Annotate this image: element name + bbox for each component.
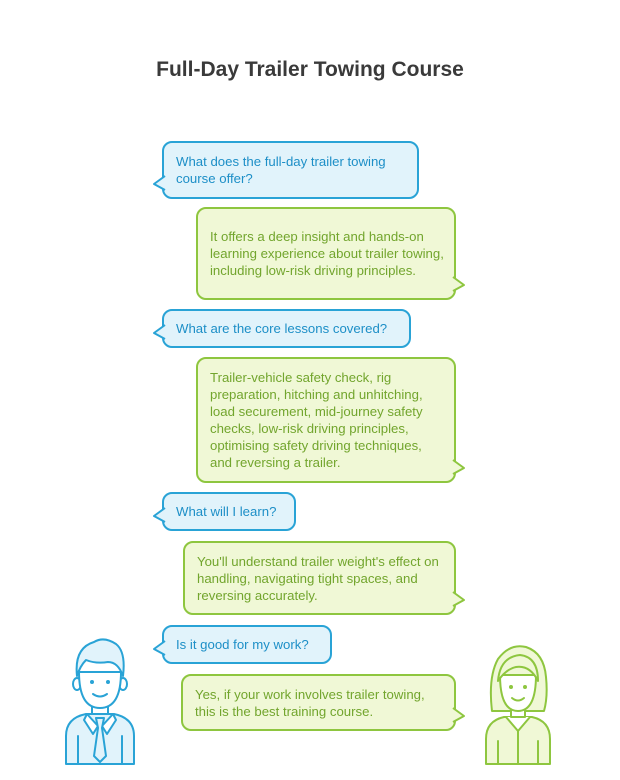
woman-icon bbox=[478, 637, 558, 767]
answer-bubble bbox=[181, 674, 456, 731]
question-bubble bbox=[162, 309, 411, 348]
speech-tail-icon bbox=[452, 707, 466, 723]
speech-tail-icon bbox=[452, 276, 466, 292]
speech-tail-icon bbox=[152, 507, 166, 523]
answer-text: Yes, if your work involves trailer towing, this is the best training course. bbox=[195, 686, 425, 719]
answer-text: You'll understand trailer weight's effect on handling, navigating tight spaces, and reversing accurately. bbox=[197, 553, 439, 603]
question-bubble bbox=[162, 141, 419, 199]
question-bubble bbox=[162, 492, 296, 531]
speech-tail-icon bbox=[152, 175, 166, 191]
speech-tail-icon bbox=[152, 324, 166, 340]
answer-text: Trailer-vehicle safety check, rig preparation, hitching and unhitching, load securement, mid-journey safety checks, low-risk driving principles, optimising safety driving techniques, and reversing a trailer. bbox=[210, 370, 423, 470]
question-text: What are the core lessons covered? bbox=[176, 321, 388, 336]
speech-tail-icon bbox=[152, 640, 166, 656]
question-text: What will I learn? bbox=[176, 504, 277, 519]
man-with-tie-icon bbox=[60, 632, 140, 767]
question-text: What does the full-day trailer towing course offer? bbox=[176, 154, 386, 186]
answer-bubble bbox=[183, 541, 456, 615]
answer-bubble bbox=[196, 207, 456, 300]
speech-tail-icon bbox=[452, 591, 466, 607]
speech-tail-icon bbox=[452, 459, 466, 475]
question-text: Is it good for my work? bbox=[176, 637, 309, 652]
answer-text: It offers a deep insight and hands-on learning experience about trailer towing, including low-risk driving principles. bbox=[210, 229, 444, 278]
answer-bubble bbox=[196, 357, 456, 483]
page-title: Full-Day Trailer Towing Course bbox=[156, 58, 464, 81]
question-bubble bbox=[162, 625, 332, 664]
